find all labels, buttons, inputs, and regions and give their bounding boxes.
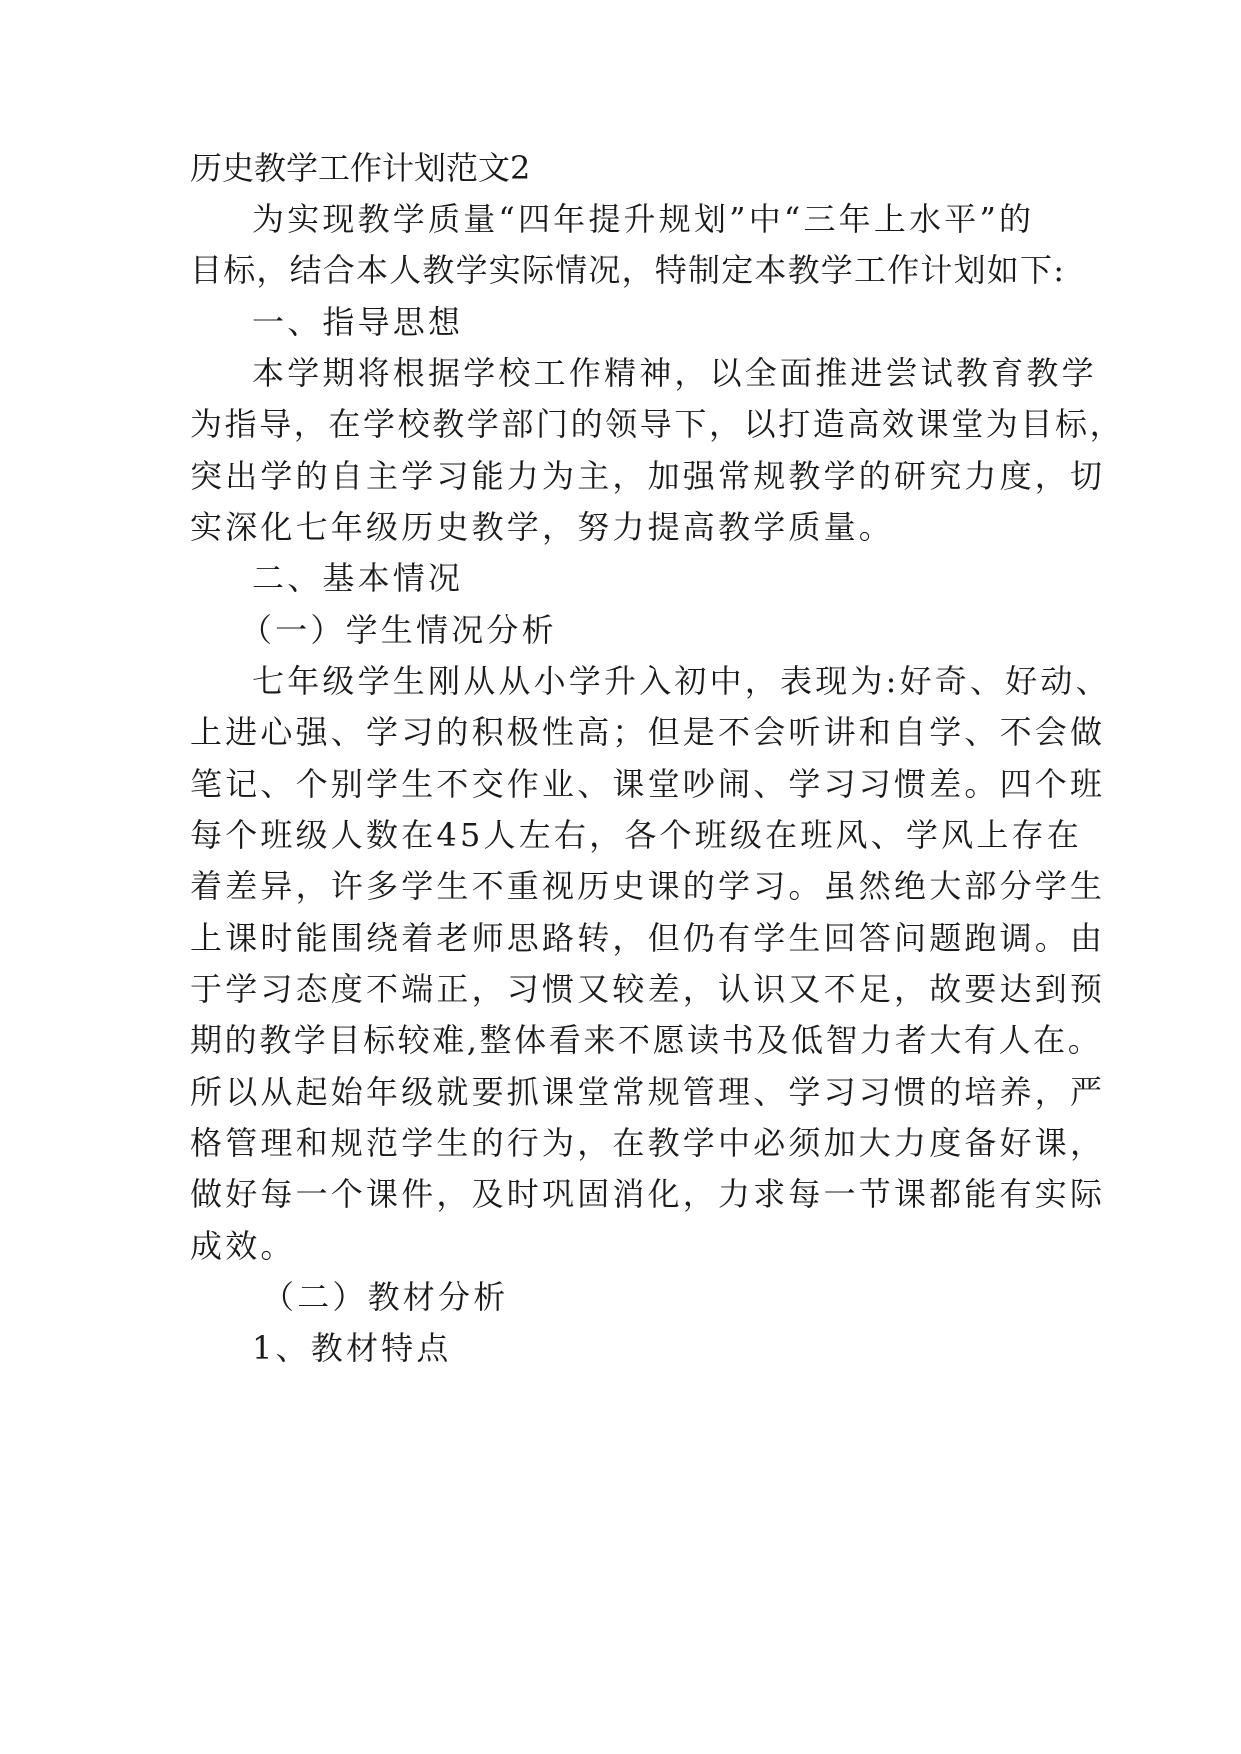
section1-line-3: 突出学的自主学习能力为主，加强常规教学的研究力度，切 — [190, 457, 1106, 495]
subsection2-heading: （二）教材分析 — [262, 1278, 509, 1316]
subsection1-line-11: 做好每一个课件，及时巩固消化，力求每一节课都能有实际 — [190, 1175, 1106, 1213]
subsection1-line-3: 笔记、个别学生不交作业、课堂吵闹、学习习惯差。四个班 — [190, 765, 1106, 803]
intro-line-2: 目标，结合本人教学实际情况，特制定本教学工作计划如下: — [190, 251, 1066, 289]
section1-line-4: 实深化七年级历史教学，努力提高教学质量。 — [190, 508, 895, 546]
subsection1-line-4: 每个班级人数在45人左右，各个班级在班风、学风上存在 — [190, 816, 1082, 854]
subsection1-line-5: 着差异，许多学生不重视历史课的学习。虽然绝大部分学生 — [190, 867, 1106, 905]
subsection1-line-12: 成效。 — [190, 1227, 296, 1265]
section1-line-1: 本学期将根据学校工作精神，以全面推进尝试教育教学 — [252, 354, 1097, 392]
subsection1-line-1: 七年级学生刚从从小学升入初中，表现为:好奇、好动、 — [252, 662, 1111, 700]
subsection1-heading: （一）学生情况分析 — [240, 611, 557, 649]
subsection1-line-8: 期的教学目标较难,整体看来不愿读书及低智力者大有人在。 — [190, 1021, 1103, 1059]
section1-line-2: 为指导，在学校教学部门的领导下，以打造高效课堂为目标， — [190, 405, 1125, 443]
document-title: 历史教学工作计划范文2 — [190, 149, 531, 187]
intro-line-1: 为实现教学质量“四年提升规划”中“三年上水平”的 — [252, 200, 1035, 238]
section1-heading: 一、指导思想 — [252, 303, 464, 341]
subsection1-line-2: 上进心强、学习的积极性高；但是不会听讲和自学、不会做 — [190, 713, 1106, 751]
subsection2-item-1: 1、教材特点 — [252, 1329, 452, 1367]
subsection1-line-9: 所以从起始年级就要抓课堂常规管理、学习习惯的培养，严 — [190, 1073, 1106, 1111]
section2-heading: 二、基本情况 — [252, 559, 464, 597]
subsection1-line-10: 格管理和规范学生的行为，在教学中必须加大力度备好课， — [190, 1124, 1106, 1162]
subsection1-line-7: 于学习态度不端正，习惯又较差，认识又不足，故要达到预 — [190, 970, 1106, 1008]
subsection1-line-6: 上课时能围绕着老师思路转，但仍有学生回答问题跑调。由 — [190, 919, 1106, 957]
